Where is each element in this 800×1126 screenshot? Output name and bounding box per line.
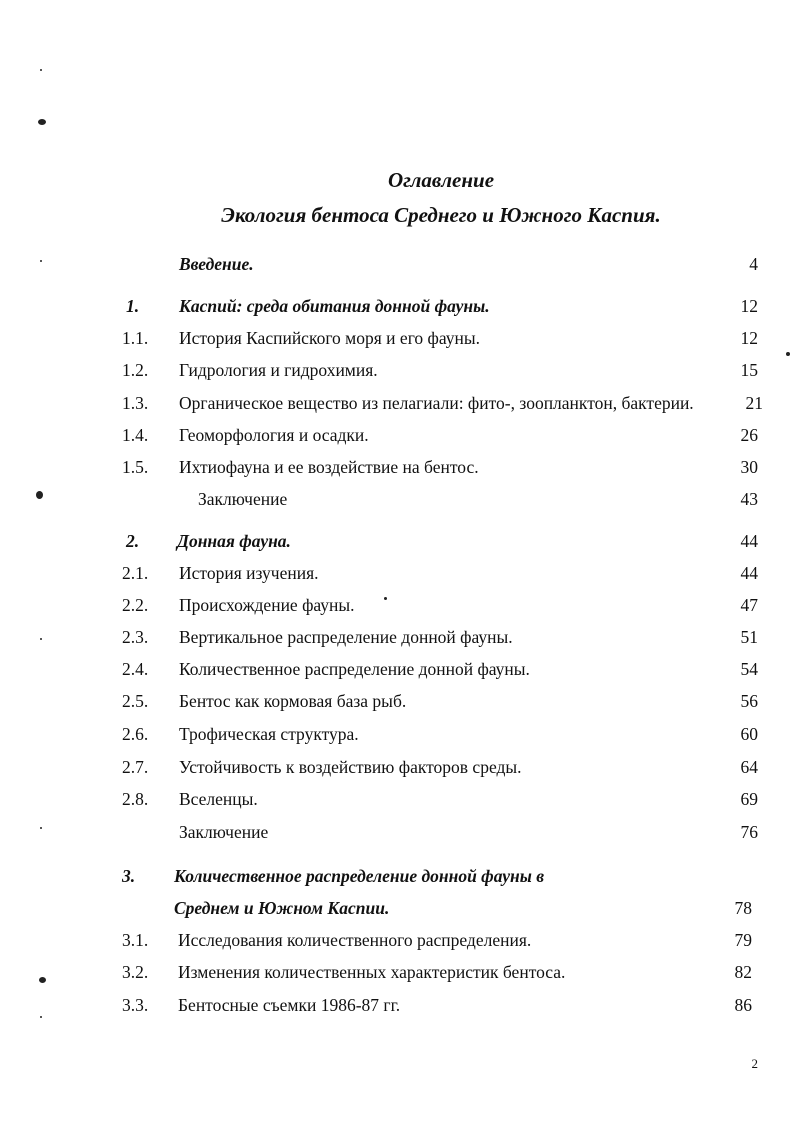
toc-entry-title: Исследования количественного распределения. [178, 930, 532, 950]
toc-entry-number: 2.2. [122, 595, 149, 615]
toc-entry-introduction [0, 252, 800, 276]
toc-entry-page: 54 [740, 659, 758, 679]
toc-entry [0, 326, 800, 350]
toc-entry [0, 787, 800, 811]
scan-speck [40, 827, 42, 829]
toc-entry-title: Изменения количественных характеристик бентоса. [178, 962, 566, 982]
toc-entry [0, 657, 800, 681]
toc-entry-page: 43 [740, 489, 758, 509]
toc-entry [0, 455, 800, 479]
toc-entry-page: 21 [745, 393, 763, 413]
toc-entry-number: 1.3. [122, 393, 149, 413]
toc-entry [0, 993, 800, 1017]
toc-entry [0, 960, 800, 984]
toc-entry-title: Заключение [198, 489, 288, 509]
toc-entry-title: Геоморфология и осадки. [179, 425, 369, 445]
toc-entry-title: Количественное распределение донной фауны. [179, 659, 530, 679]
toc-title: Оглавление [387, 168, 495, 192]
toc-entry [0, 593, 800, 617]
toc-entry-title: Каспий: среда обитания донной фауны. [179, 296, 490, 316]
toc-entry-number: 2.7. [122, 757, 149, 777]
toc-entry-section-1 [0, 294, 800, 318]
toc-entry-conclusion [0, 487, 800, 511]
toc-entry-page: 86 [734, 995, 752, 1015]
toc-entry-page: 26 [740, 425, 758, 445]
toc-entry-title: Заключение [179, 822, 269, 842]
toc-entry-number: 1.1. [122, 328, 149, 348]
toc-entry [0, 391, 800, 415]
toc-entry-page: 60 [740, 724, 758, 744]
scan-speck [384, 597, 387, 600]
toc-entry-page: 64 [740, 757, 758, 777]
toc-entry-page: 15 [740, 360, 758, 380]
scan-speck [39, 977, 46, 983]
toc-entry-number: 1.4. [122, 425, 149, 445]
toc-entry [0, 625, 800, 649]
toc-entry-title: Трофическая структура. [179, 724, 359, 744]
toc-entry-number: 2.8. [122, 789, 149, 809]
toc-entry-section-2 [0, 529, 800, 553]
toc-entry-page: 69 [740, 789, 758, 809]
toc-entry-page: 12 [740, 328, 758, 348]
toc-entry-number: 2.1. [122, 563, 149, 583]
toc-entry-title: Донная фауна. [177, 531, 291, 551]
toc-entry-number: 2.4. [122, 659, 149, 679]
toc-entry-page: 79 [734, 930, 752, 950]
toc-entry-title: Количественное распределение донной фауны в [174, 866, 545, 886]
toc-entry-page: 47 [740, 595, 758, 615]
toc-entry-title: Происхождение фауны. [179, 595, 355, 615]
toc-entry-title: Введение. [179, 254, 254, 274]
toc-entry [0, 358, 800, 382]
toc-entry-title: Гидрология и гидрохимия. [179, 360, 378, 380]
scan-speck [786, 352, 790, 356]
scan-speck [38, 119, 46, 125]
toc-entry-section-3-continued [0, 896, 800, 920]
scan-speck [40, 69, 42, 71]
toc-entry-title: История изучения. [179, 563, 319, 583]
toc-entry-section-3 [0, 864, 800, 888]
page-number: 2 [751, 1056, 758, 1071]
toc-entry [0, 928, 800, 952]
scan-speck [40, 1016, 42, 1018]
toc-entry-page: 51 [740, 627, 758, 647]
scan-speck [36, 491, 43, 499]
toc-entry-conclusion [0, 820, 800, 844]
scan-speck [40, 638, 42, 640]
toc-entry-number: 1.2. [122, 360, 149, 380]
toc-subtitle: Экология бентоса Среднего и Южного Каспия. [221, 203, 661, 227]
toc-entry-number: 3.1. [122, 930, 149, 950]
toc-entry-number: 3. [122, 866, 136, 886]
toc-entry [0, 561, 800, 585]
toc-entry [0, 755, 800, 779]
toc-entry-page: 76 [740, 822, 758, 842]
scan-speck [40, 260, 42, 262]
toc-entry-number: 2.6. [122, 724, 149, 744]
toc-entry-page: 78 [734, 898, 752, 918]
toc-entry-number: 2.3. [122, 627, 149, 647]
toc-entry-page: 12 [740, 296, 758, 316]
toc-entry-page: 30 [740, 457, 758, 477]
toc-entry [0, 689, 800, 713]
toc-entry-title: История Каспийского моря и его фауны. [179, 328, 481, 348]
toc-entry-number: 1.5. [122, 457, 149, 477]
toc-entry-title: Ихтиофауна и ее воздействие на бентос. [179, 457, 479, 477]
toc-entry-number: 3.3. [122, 995, 149, 1015]
toc-entry-title: Бентос как кормовая база рыб. [179, 691, 407, 711]
toc-entry-title: Органическое вещество из пелагиали: фито-, зоопланктон, бактерии. [179, 393, 694, 413]
toc-entry-number: 2.5. [122, 691, 149, 711]
toc-entry-title: Вертикальное распределение донной фауны. [179, 627, 513, 647]
toc-entry-number: 3.2. [122, 962, 149, 982]
toc-entry-page: 44 [740, 531, 758, 551]
toc-entry-title: Среднем и Южном Каспии. [174, 898, 390, 918]
toc-entry-number: 1. [126, 296, 140, 316]
toc-entry-number: 2. [126, 531, 140, 551]
toc-entry-title: Вселенцы. [179, 789, 258, 809]
toc-entry-page: 82 [734, 962, 752, 982]
toc-entry [0, 722, 800, 746]
toc-entry-page: 56 [740, 691, 758, 711]
toc-entry-title: Бентосные съемки 1986-87 гг. [178, 995, 401, 1015]
toc-entry [0, 423, 800, 447]
toc-entry-page: 4 [749, 254, 758, 274]
toc-entry-page: 44 [740, 563, 758, 583]
toc-entry-title: Устойчивость к воздействию факторов среды. [179, 757, 522, 777]
